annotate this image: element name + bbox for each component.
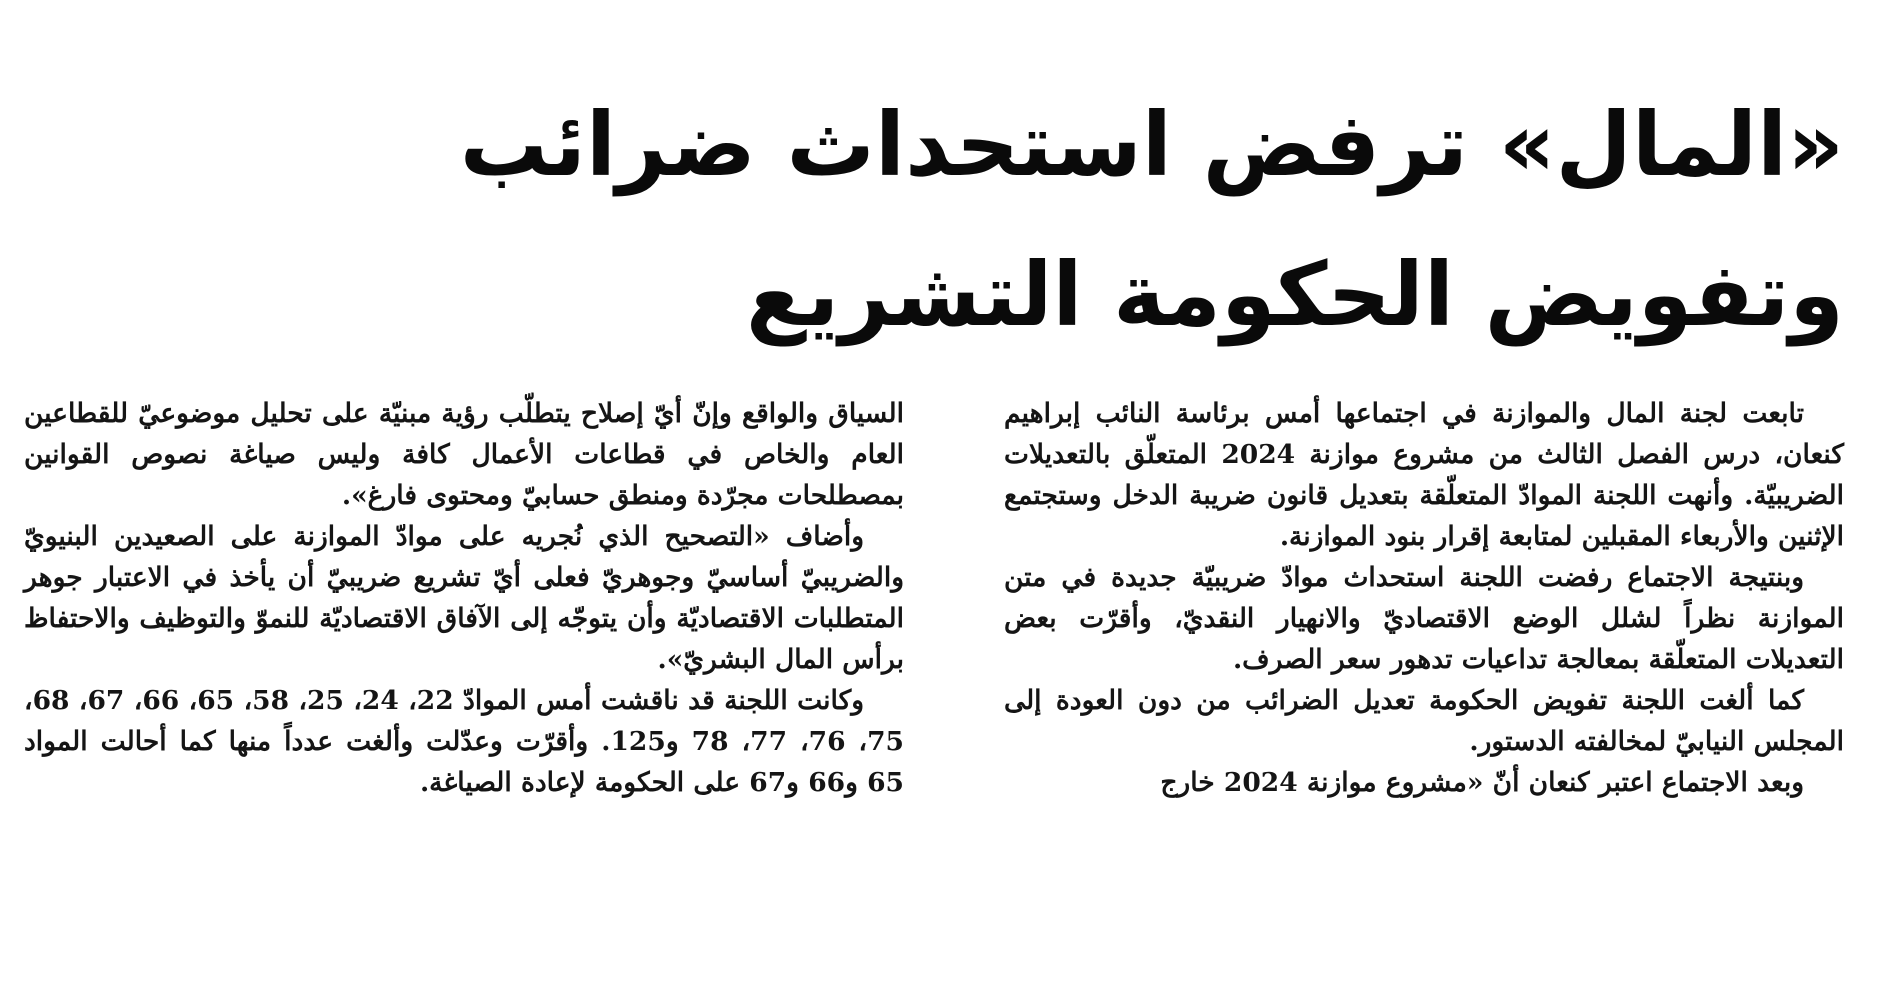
paragraph-3: كما ألغت اللجنة تفويض الحكومة تعديل الضرائب من دون العودة إلى المجلس النيابيّ لمخالفته الدستور. xyxy=(1004,685,1844,757)
headline-line-2: وتفويض الحكومة التشريع xyxy=(745,243,1844,346)
paragraph-4: وبعد الاجتماع اعتبر كنعان أنّ «مشروع موازنة 2024 خارج xyxy=(1160,767,1804,798)
paragraph-2: وبنتيجة الاجتماع رفضت اللجنة استحداث موادّ ضريبيّة جديدة في متن الموازنة نظراً لشلل الوضع الاقتصاديّ والانهيار النقديّ، وأقرّت بعض التعديلات المتعلّقة بمعالجة تداعيات تدهور سعر الصرف. xyxy=(1004,562,1844,675)
article-column-right xyxy=(1004,393,1844,803)
paragraph-6: وكانت اللجنة قد ناقشت أمس الموادّ 22، 24، 25، 58، 65، 66، 67، 68، 75، 76، 77، 78 و125. وأقرّت وعدّلت وألغت عدداً منها كما أحالت المواد 65 و66 و67 على الحكومة لإعادة الصياغة. xyxy=(24,685,904,798)
headline-line-1: «المال» ترفض استحداث ضرائب xyxy=(459,93,1844,196)
paragraph-continuation: السياق والواقع وإنّ أيّ إصلاح يتطلّب رؤية مبنيّة على تحليل موضوعيّ للقطاعين العام والخاص في قطاعات الأعمال كافة وليس صياغة نصوص القوانين بمصطلحات مجرّدة ومنطق حسابيّ ومحتوى فارغ». xyxy=(24,398,904,511)
paragraph-1: تابعت لجنة المال والموازنة في اجتماعها أمس برئاسة النائب إبراهيم كنعان، درس الفصل الثالث من مشروع موازنة 2024 المتعلّق بالتعديلات الضريبيّة. وأنهت اللجنة الموادّ المتعلّقة بتعديل قانون ضريبة الدخل وستجتمع الإثنين والأربعاء المقبلين لمتابعة إقرار بنود الموازنة. xyxy=(1004,398,1844,552)
article-column-left xyxy=(24,393,904,803)
article-headline xyxy=(459,70,1844,370)
paragraph-5: وأضاف «التصحيح الذي نُجريه على موادّ الموازنة على الصعيدين البنيويّ والضريبيّ أساسيّ وجوهريّ فعلى أيّ تشريع ضريبيّ أن يأخذ في الاعتبار جوهر المتطلبات الاقتصاديّة وأن يتوجّه إلى الآفاق الاقتصاديّة للنموّ والتوظيف والاحتفاظ برأس المال البشريّ». xyxy=(24,521,904,675)
